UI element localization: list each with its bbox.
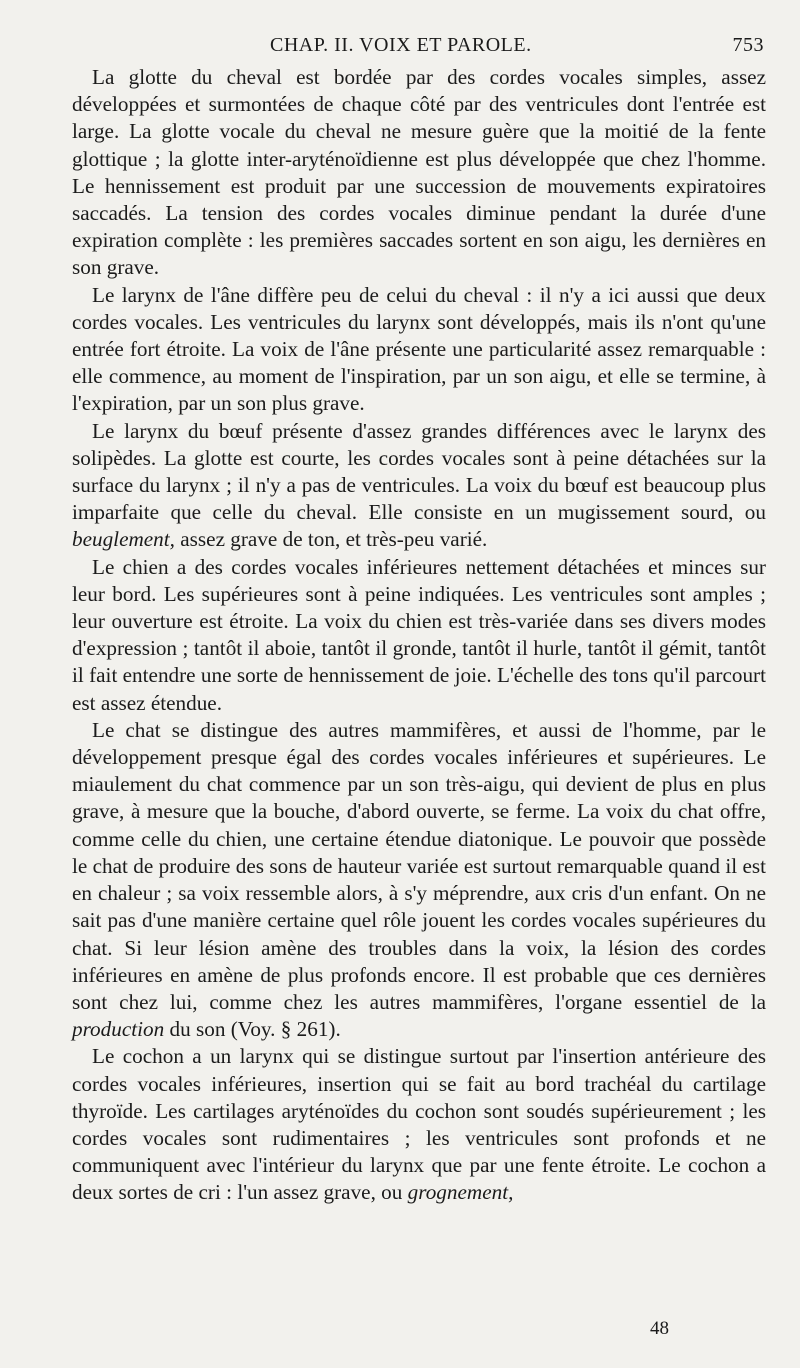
paragraph-text: du son (Voy. § 261). xyxy=(164,1017,341,1042)
paragraph-cochon xyxy=(72,1043,766,1206)
paragraph-ane xyxy=(72,282,766,418)
paragraph-chien xyxy=(72,554,766,717)
paragraph-cheval xyxy=(72,64,766,282)
paragraph-text: Le cochon a un larynx qui se distingue surtout par l'insertion antérieure des cordes vocales inférieures, insertion qui se fait au bord trachéal du cartilage thyroïde. Les cartilages aryténoïdes du cochon sont soudés supérieurement ; les cordes vocales sont rudimentaires ; les ventricules sont profonds et ne communiquent avec l'intérieur du larynx que par une fente étroite. Le cochon a deux sortes de cri : l'un assez grave, ou xyxy=(72,1044,766,1205)
paragraph-boeuf xyxy=(72,418,766,554)
paragraph-chat xyxy=(72,717,766,1043)
running-head xyxy=(72,30,766,60)
body-text xyxy=(72,64,766,1207)
paragraph-text: Le chien a des cordes vocales inférieures nettement détachées et minces sur leur bord. Les supérieures sont à peine indiquées. Les ventricules sont amples ; leur ouverture est étroite. La voix du chien est très-variée dans ses divers modes d'expression ; tantôt il aboie, tantôt il gronde, tantôt il hurle, tantôt il gémit, tantôt il fait entendre une sorte de hennissement de joie. L'échelle des tons qu'il parcourt est assez étendue. xyxy=(72,554,766,715)
italic-term: production xyxy=(72,1017,165,1042)
paragraph-text: La glotte du cheval est bordée par des cordes vocales simples, assez développées et surmontées de chaque côté par des ventricules dont l'entrée est large. La glotte vocale du cheval ne mesure guère que la moitié de la fente glottique ; la glotte inter-aryténoïdienne est plus développée que chez l'homme. Le hennissement est produit par une succession de mouvements expiratoires saccadés. La tension des cordes vocales diminue pendant la durée d'une expiration complète : les premières saccades sortent en son aigu, les dernières en son grave. xyxy=(72,65,766,280)
paragraph-text: Le chat se distingue des autres mammifères, et aussi de l'homme, par le développement presque égal des cordes vocales inférieures et supérieures. Le miaulement du chat commence par un son très-aigu, qui devient de plus en plus grave, à mesure que la bouche, d'abord ouverte, se ferme. La voix du chat offre, comme celle du chien, une certaine étendue diatonique. Le pouvoir que possède le chat de produire des sons de hauteur variée est surtout remarquable quand il est en chaleur ; sa voix ressemble alors, à s'y méprendre, aux cris d'un enfant. On ne sait pas d'une manière certaine quel rôle jouent les cordes vocales supérieures du chat. Si leur lésion amène des troubles dans la voix, la lésion des cordes inférieures en amène de plus profonds encore. Il est probable que ces dernières sont chez lui, comme chez les autres mammifères, l'organe essentiel de la xyxy=(72,717,766,1014)
chapter-title: CHAP. II. VOIX ET PAROLE. xyxy=(270,34,532,56)
paragraph-text: Le larynx du bœuf présente d'assez grandes différences avec le larynx des solipèdes. La glotte est courte, les cordes vocales sont à peine détachées sur la surface du larynx ; il n'y a pas de ventricules. La voix du bœuf est beaucoup plus imparfaite que celle du cheval. Elle consiste en un mugissement sourd, ou xyxy=(72,418,766,525)
paragraph-text: Le larynx de l'âne diffère peu de celui du cheval : il n'y a ici aussi que deux cordes vocales. Les ventricules du larynx sont développés, mais ils n'ont qu'une entrée fort étroite. La voix de l'âne présente une particularité assez remarquable : elle commence, au moment de l'inspiration, par un son aigu, et elle se termine, à l'expiration, par un son plus grave. xyxy=(72,282,766,416)
page-number: 753 xyxy=(732,34,764,56)
signature-mark: 48 xyxy=(650,1318,669,1339)
italic-term: beuglement, xyxy=(72,527,175,552)
italic-term: grognement, xyxy=(407,1180,514,1205)
paragraph-text: assez grave de ton, et très-peu varié. xyxy=(174,527,488,552)
